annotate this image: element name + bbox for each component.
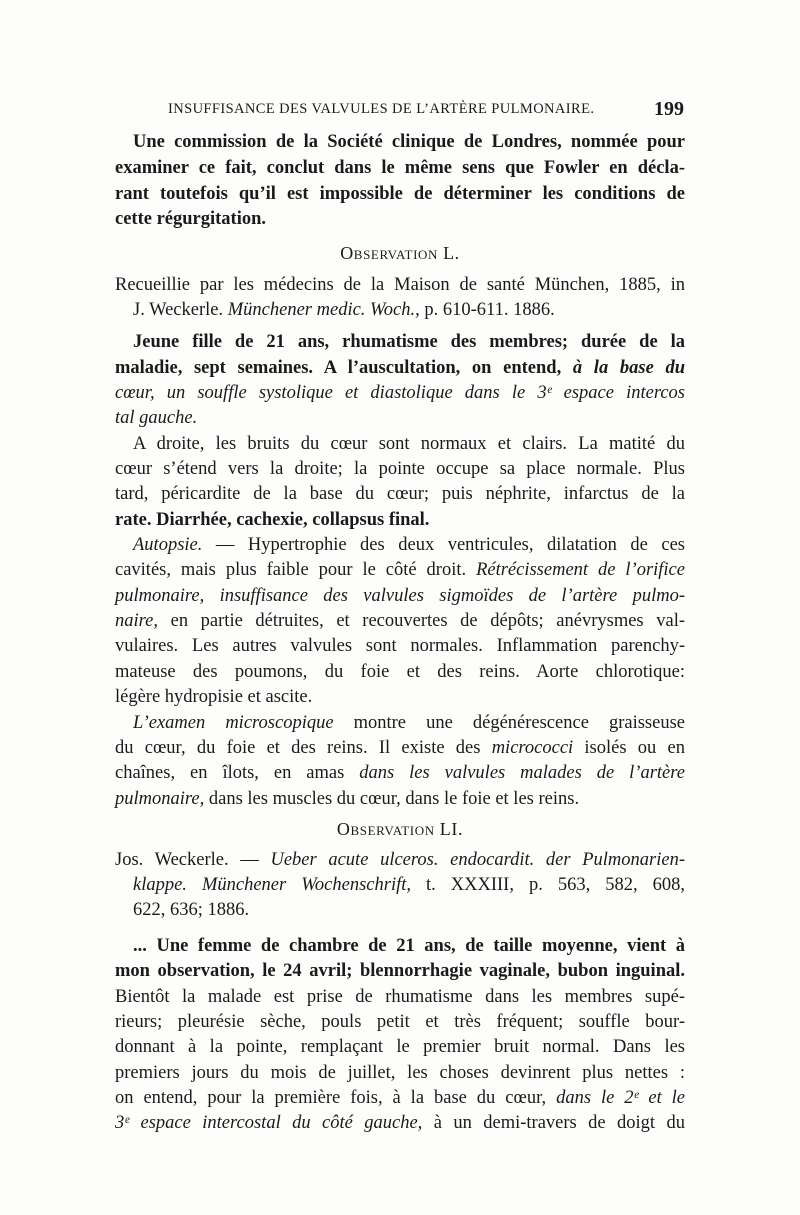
running-title: INSUFFISANCE DES VALVULES DE L’ARTÈRE PULMONAIRE. xyxy=(168,101,595,117)
page-number: 199 xyxy=(654,98,684,120)
text-line: pulmonaire, dans les muscles du cœur, dans le foie et les reins. xyxy=(115,789,580,809)
reference-line: Jos. Weckerle. — Ueber acute ulceros. endocardit. der Pulmonarien- xyxy=(115,850,685,870)
text-line: Une commission de la Société clinique de Londres, nommée pour xyxy=(133,132,685,152)
running-head xyxy=(168,98,688,124)
reference-line: 622, 636; 1886. xyxy=(133,900,250,920)
reference-line: klappe. Münchener Wochenschrift, t. XXXIII, p. 563, 582, 608, xyxy=(133,875,685,895)
text-line: L’examen microscopique montre une dégénérescence graisseuse xyxy=(133,713,685,733)
text-line: on entend, pour la première fois, à la base du cœur, dans le 2ᵉ et le xyxy=(115,1088,686,1108)
reference-line: J. Weckerle. Münchener medic. Woch., p. 610-611. 1886. xyxy=(133,300,555,320)
section-heading xyxy=(0,241,800,265)
text-line: cavités, mais plus faible pour le côté droit. Rétrécissement de l’orifice xyxy=(115,560,685,580)
text-line: cœur s’étend vers la droite; la pointe occupe sa place normale. Plus xyxy=(115,459,685,479)
text-line: tard, péricardite de la base du cœur; puis néphrite, infarctus de la xyxy=(115,484,685,504)
text-line: légère hydropisie et ascite. xyxy=(115,687,313,707)
text-line: Autopsie. — Hypertrophie des deux ventricules, dilatation de ces xyxy=(133,535,685,555)
text-line: A droite, les bruits du cœur sont normaux et clairs. La matité du xyxy=(133,434,685,454)
text-line: du cœur, du foie et des reins. Il existe des micrococci isolés ou en xyxy=(115,738,685,758)
text-line: cette régurgitation. xyxy=(115,209,267,229)
text-line: mateuse des poumons, du foie et des reins. Aorte chlorotique: xyxy=(115,662,685,682)
text-line: maladie, sept semaines. A l’auscultation, on entend, à la base du xyxy=(115,358,685,378)
text-line: vulaires. Les autres valvules sont normales. Inflammation parenchy- xyxy=(115,636,685,656)
text-line: cœur, un souffle systolique et diastolique dans le 3ᵉ espace intercos xyxy=(115,383,685,403)
observation-heading: Observation LI. xyxy=(336,819,464,839)
text-line: chaînes, en îlots, en amas dans les valvules malades de l’artère xyxy=(115,763,685,783)
text-line: premiers jours du mois de juillet, les choses devinrent plus nettes : xyxy=(115,1063,685,1083)
text-line: rate. Diarrhée, cachexie, collapsus final. xyxy=(115,510,430,530)
text-line: rieurs; pleurésie sèche, pouls petit et très fréquent; souffle bour- xyxy=(115,1012,685,1032)
text-line: rant toutefois qu’il est impossible de déterminer les conditions de xyxy=(115,184,685,204)
text-line: examiner ce fait, conclut dans le même sens que Fowler en décla- xyxy=(115,158,685,178)
section-heading xyxy=(0,817,800,841)
text-line: naire, en partie détruites, et recouvertes de dépôts; anévrysmes val- xyxy=(115,611,685,631)
text-line: 3ᵉ espace intercostal du côté gauche, à un demi-travers de doigt du xyxy=(115,1113,685,1133)
text-line: Bientôt la malade est prise de rhumatisme dans les membres supé- xyxy=(115,987,685,1007)
text-line: donnant à la pointe, remplaçant le premier bruit normal. Dans les xyxy=(115,1037,685,1057)
text-line: pulmonaire, insuffisance des valvules sigmoïdes de l’artère pulmo- xyxy=(115,586,685,606)
text-line: mon observation, le 24 avril; blennorrhagie vaginale, bubon inguinal. xyxy=(115,961,685,981)
text-line: tal gauche. xyxy=(115,408,198,428)
observation-heading: Observation L. xyxy=(340,243,460,263)
reference-line: Recueillie par les médecins de la Maison de santé München, 1885, in xyxy=(115,275,685,295)
text-line: Jeune fille de 21 ans, rhumatisme des membres; durée de la xyxy=(133,332,685,352)
text-line: ... Une femme de chambre de 21 ans, de taille moyenne, vient à xyxy=(133,936,685,956)
